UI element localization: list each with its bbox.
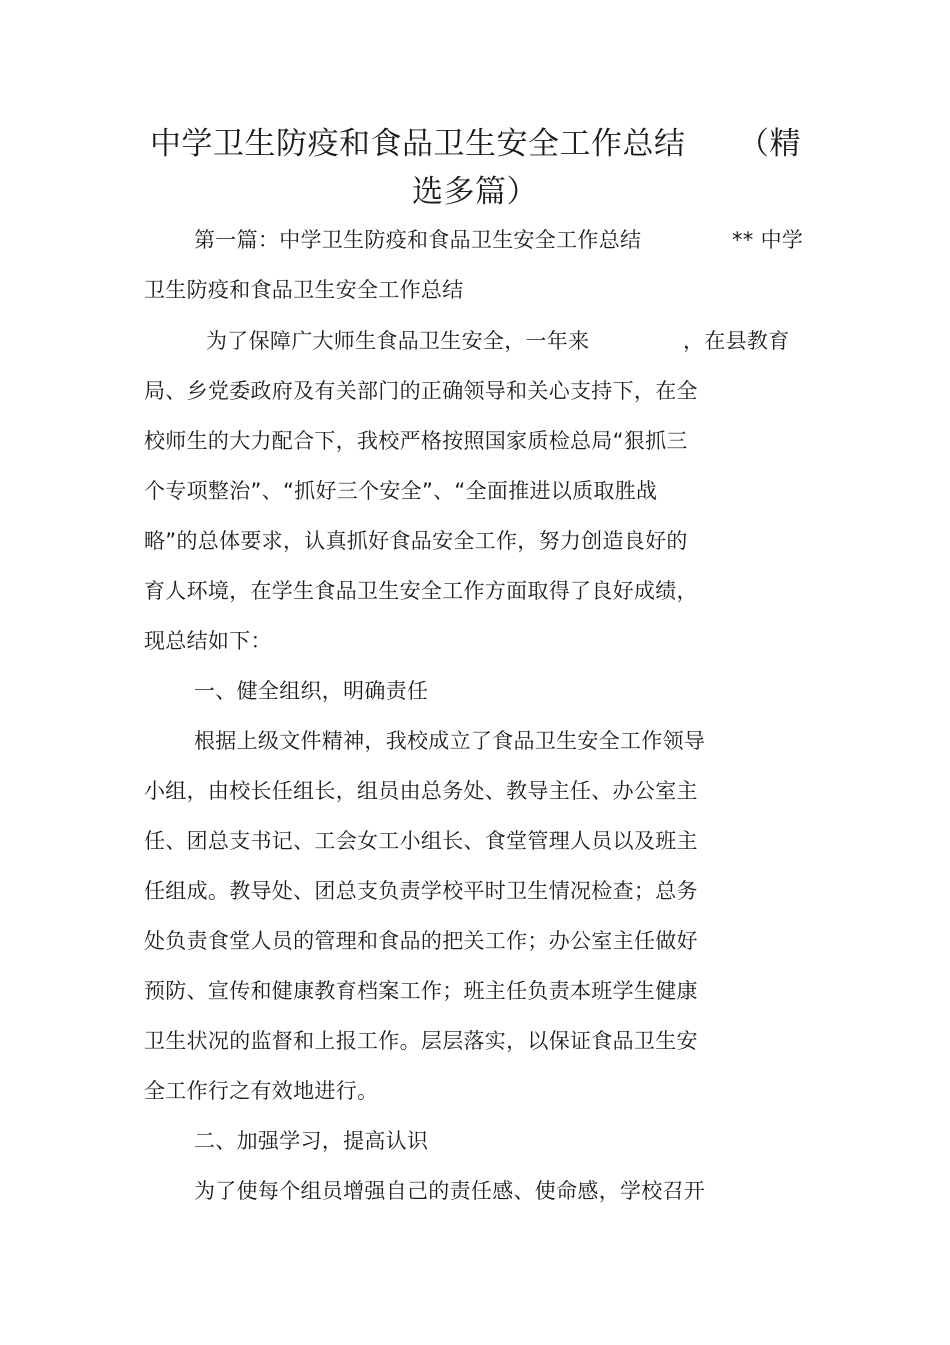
section1-line: 处负责食堂人员的管理和食品的把关工作；办公室主任做好 (144, 929, 698, 953)
intro-line-1a: 为了保障广大师生食品卫生安全，一年来 (206, 329, 590, 353)
section1-line: 任、团总支书记、工会女工小组长、食堂管理人员以及班主 (144, 829, 698, 853)
subtitle-part-1: 第一篇：中学卫生防疫和食品卫生安全工作总结 (194, 228, 642, 252)
title-line-1b: （精 (738, 126, 801, 162)
intro-line: 个专项整治”、“抓好三个安全”、“全面推进以质取胜战 (144, 479, 658, 503)
section1-line: 任组成。教导处、团总支负责学校平时卫生情况检查；总务 (144, 879, 698, 903)
intro-line: 校师生的大力配合下，我校严格按照国家质检总局“狠抓三 (144, 429, 688, 453)
intro-line: 局、乡党委政府及有关部门的正确领导和关心支持下，在全 (144, 379, 698, 403)
section2-line: 为了使每个组员增强自己的责任感、使命感，学校召开 (194, 1179, 706, 1203)
subtitle-part-2: ** 中学 (732, 228, 804, 252)
subtitle-line-2: 卫生防疫和食品卫生安全工作总结 (144, 278, 464, 302)
intro-line-1b: ，在县教育 (683, 329, 790, 353)
title-line-1a: 中学卫生防疫和食品卫生安全工作总结 (150, 126, 686, 162)
section1-line: 预防、宣传和健康教育档案工作；班主任负责本班学生健康 (144, 979, 698, 1003)
section1-line: 小组，由校长任组长，组员由总务处、教导主任、办公室主 (144, 779, 698, 803)
section1-line: 根据上级文件精神，我校成立了食品卫生安全工作领导 (194, 729, 706, 753)
section-heading-2: 二、加强学习，提高认识 (194, 1129, 429, 1153)
section1-line: 卫生状况的监督和上报工作。层层落实，以保证食品卫生安 (144, 1029, 698, 1053)
intro-line: 育人环境，在学生食品卫生安全工作方面取得了良好成绩， (144, 579, 698, 603)
section1-line: 全工作行之有效地进行。 (144, 1079, 379, 1103)
title-line-2: 选多篇） (412, 174, 538, 210)
intro-line: 现总结如下： (144, 629, 272, 653)
intro-line: 略”的总体要求，认真抓好食品安全工作，努力创造良好的 (144, 529, 688, 553)
section-heading-1: 一、健全组织，明确责任 (194, 679, 429, 703)
